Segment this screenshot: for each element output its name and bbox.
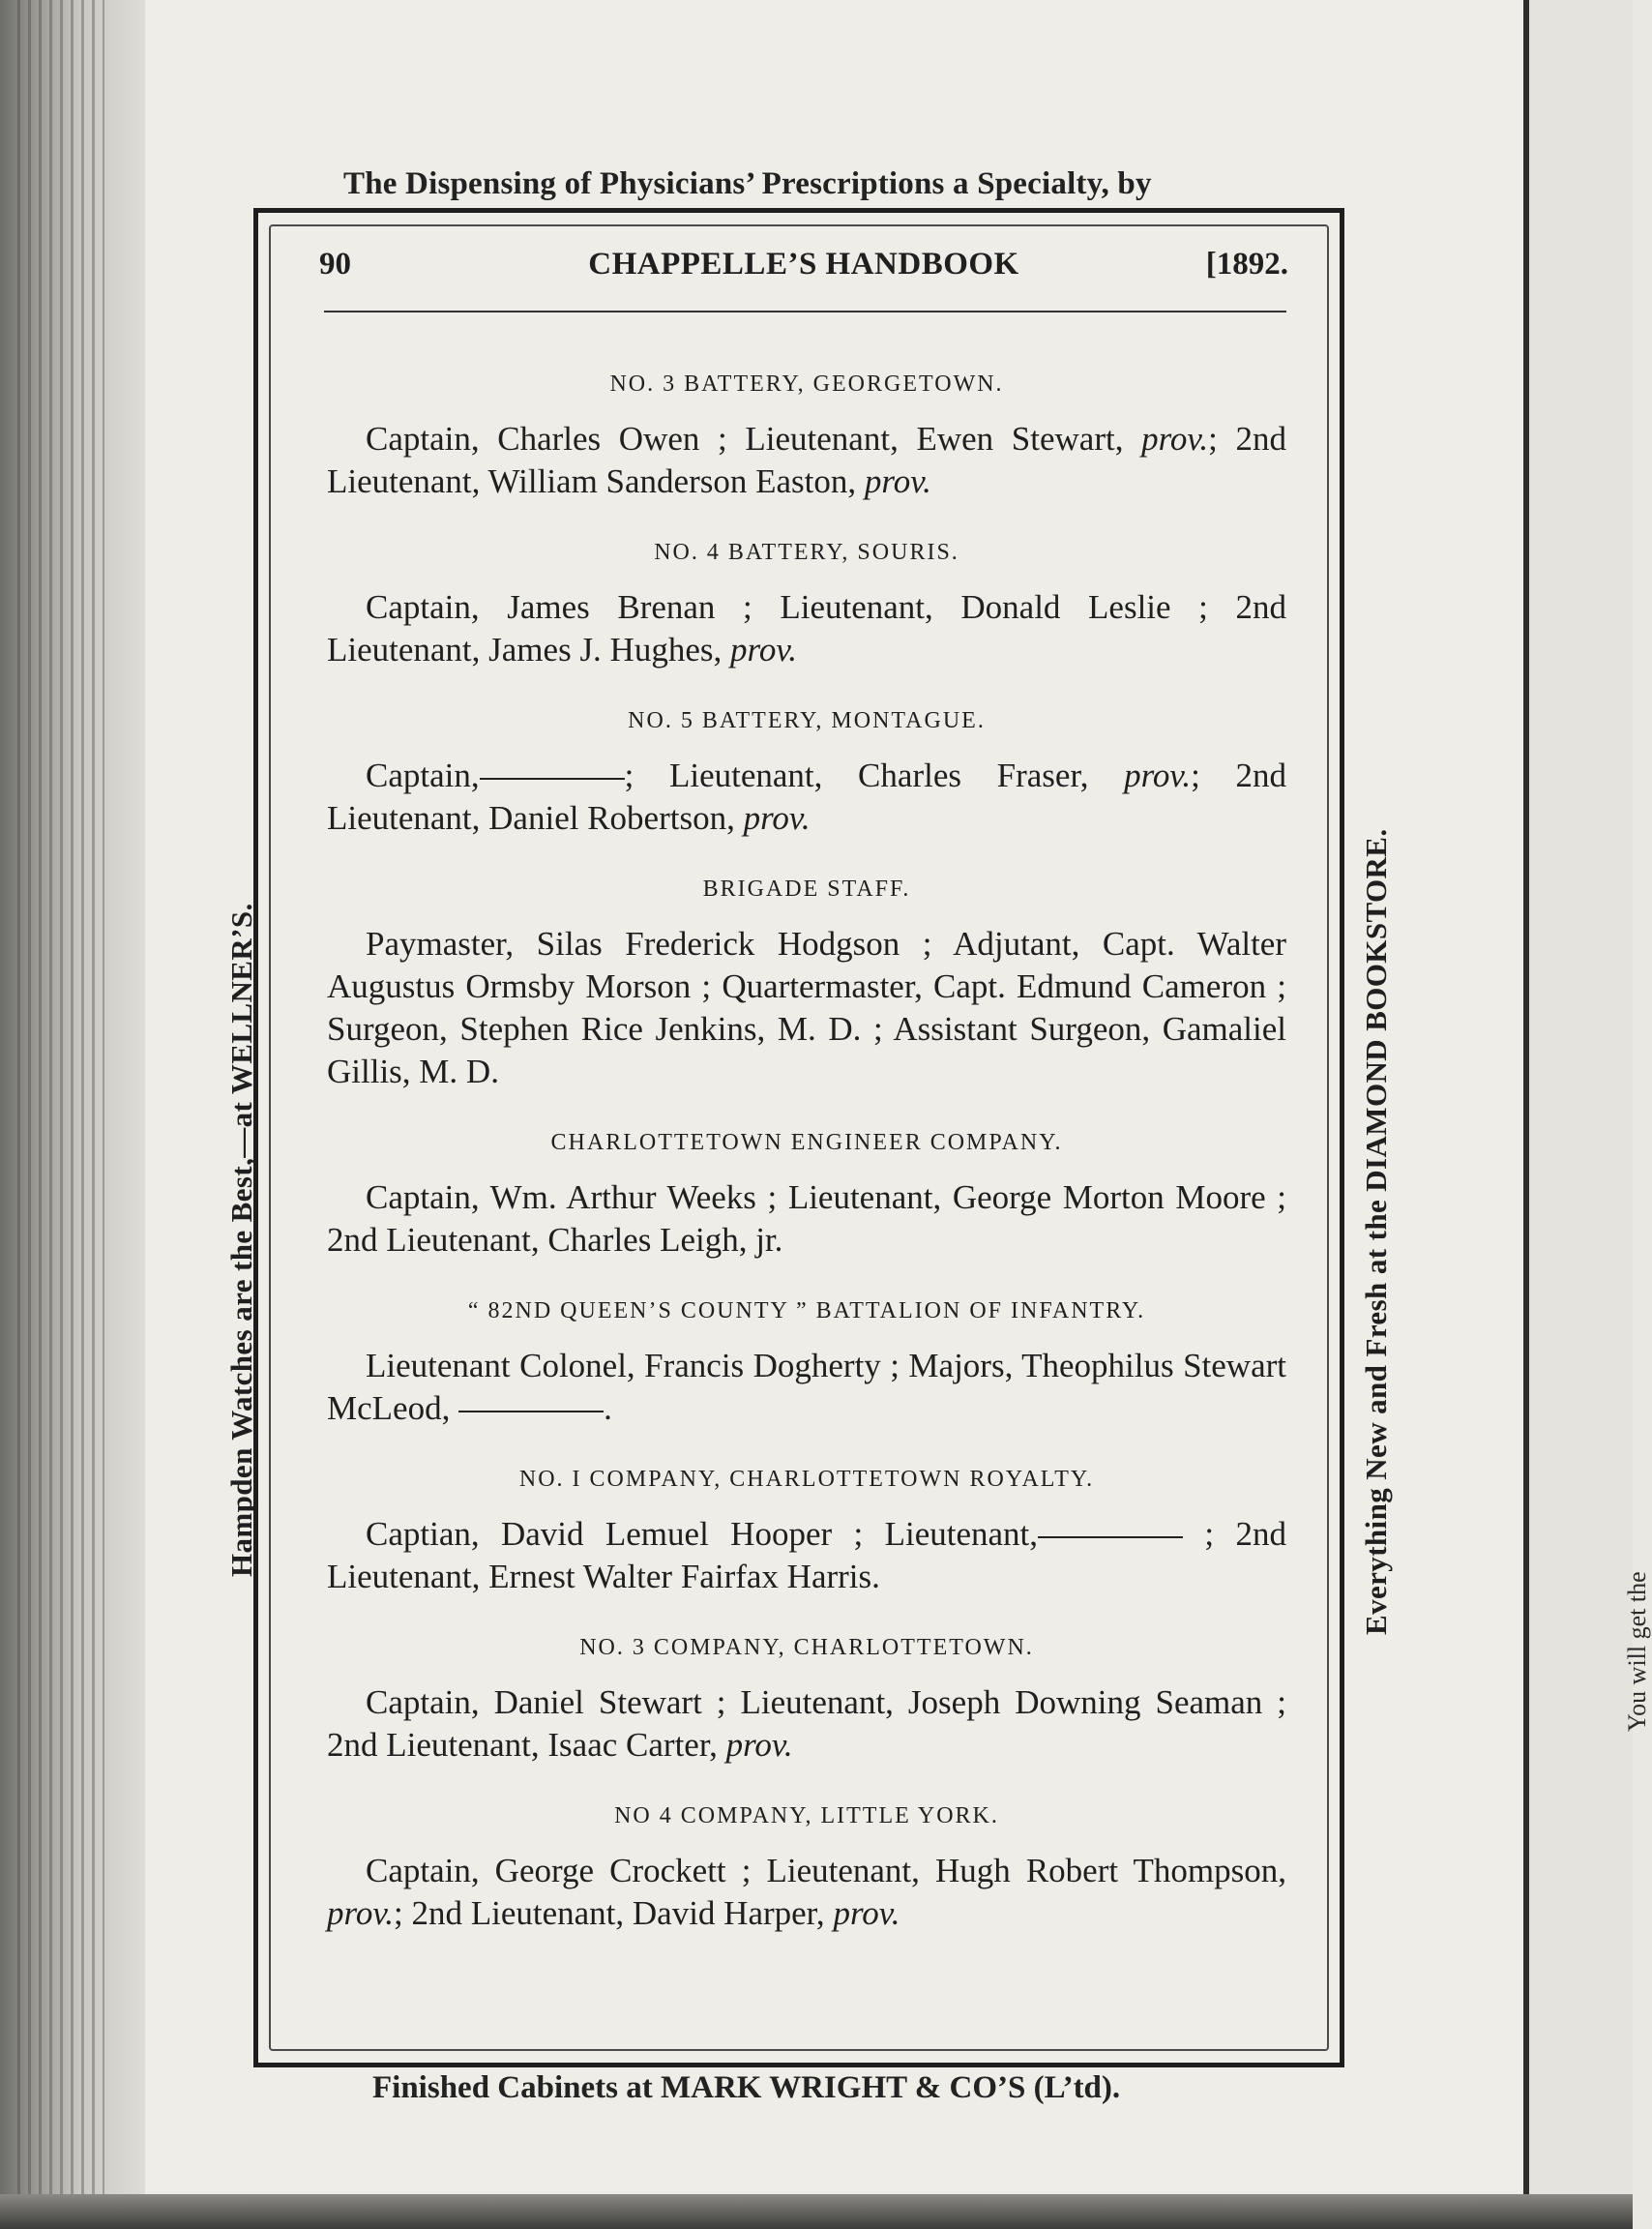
scan-bottom-edge bbox=[0, 2194, 1633, 2229]
section-text: Paymaster, Silas Frederick Hodgson ; Adjutant, Capt. Walter Augustus Ormsby Morson ; Quartermaster, Capt. Edmund Cameron ; Surgeon, Stephen Rice Jenkins, M. D. ; Assistant Surgeon, Gamaliel Gillis, M. D. bbox=[327, 925, 1286, 1090]
header-rule bbox=[324, 311, 1286, 312]
section-heading: “ 82ND QUEEN’S COUNTY ” BATTALION OF INFANTRY. bbox=[467, 1298, 1146, 1323]
left-side-advertisement: Hampden Watches are the Best,—at WELLNER’S. bbox=[224, 903, 258, 1577]
header-advertisement: The Dispensing of Physicians’ Prescriptions a Specialty, by bbox=[343, 166, 1152, 201]
section-text: Lieutenant Colonel, Francis Dogherty ; Majors, Theophilus Stewart McLeod, . bbox=[327, 1347, 1286, 1427]
section-text: Captain, Charles Owen ; Lieutenant, Ewen Stewart, prov.; 2nd Lieutenant, William Sanderson Easton, prov. bbox=[327, 420, 1286, 500]
right-side-advertisement: Everything New and Fresh at the DIAMOND BOOKSTORE. bbox=[1359, 828, 1393, 1635]
section-heading: BRIGADE STAFF. bbox=[702, 877, 911, 902]
next-page-sliver bbox=[1529, 0, 1633, 2229]
section-company-1 bbox=[327, 1463, 1286, 1598]
running-head bbox=[319, 247, 1288, 295]
page-number: 90 bbox=[319, 247, 351, 282]
section-battery-5 bbox=[327, 704, 1286, 840]
blank-dash bbox=[458, 1411, 604, 1412]
running-year: [1892. bbox=[1205, 247, 1288, 282]
section-text: Captain, ; Lieutenant, Charles Fraser, prov.; 2nd Lieutenant, Daniel Robertson, prov. bbox=[327, 757, 1287, 837]
section-battery-3 bbox=[327, 368, 1286, 503]
page-edge-stripes bbox=[17, 0, 104, 2229]
section-brigade-staff bbox=[327, 873, 1286, 1093]
section-company-3 bbox=[327, 1631, 1286, 1767]
section-heading: CHARLOTTETOWN ENGINEER COMPANY. bbox=[550, 1130, 1063, 1155]
section-text: Captain, Wm. Arthur Weeks ; Lieutenant, George Morton Moore ; 2nd Lieutenant, Charles Leigh, jr. bbox=[327, 1178, 1286, 1259]
section-company-4 bbox=[327, 1799, 1286, 1935]
page-content bbox=[327, 368, 1286, 1968]
section-heading: NO 4 COMPANY, LITTLE YORK. bbox=[614, 1803, 999, 1828]
section-battery-4 bbox=[327, 536, 1286, 671]
section-heading: NO. 4 BATTERY, SOURIS. bbox=[654, 540, 959, 565]
section-heading: NO. I COMPANY, CHARLOTTETOWN ROYALTY. bbox=[518, 1467, 1095, 1492]
section-82nd-battalion bbox=[327, 1294, 1286, 1430]
section-text: Captain, James Brenan ; Lieutenant, Donald Leslie ; 2nd Lieutenant, James J. Hughes, prov. bbox=[327, 588, 1286, 669]
section-text: Captain, George Crockett ; Lieutenant, Hugh Robert Thompson, prov.; 2nd Lieutenant, David Harper, prov. bbox=[327, 1852, 1286, 1932]
running-title: CHAPPELLE’S HANDBOOK bbox=[588, 247, 1019, 282]
blank-dash bbox=[480, 778, 625, 780]
blank-dash bbox=[1038, 1536, 1183, 1538]
section-engineer-company bbox=[327, 1126, 1286, 1262]
next-page-fragment: You will get the bbox=[1623, 1571, 1651, 1732]
footer-advertisement: Finished Cabinets at MARK WRIGHT & CO’S (L’td). bbox=[372, 2070, 1121, 2105]
section-text: Captian, David Lemuel Hooper ; Lieutenant, ; 2nd Lieutenant, Ernest Walter Fairfax Harris. bbox=[327, 1515, 1286, 1595]
section-heading: NO. 3 BATTERY, GEORGETOWN. bbox=[609, 372, 1004, 397]
section-heading: NO. 3 COMPANY, CHARLOTTETOWN. bbox=[579, 1635, 1034, 1660]
section-text: Captain, Daniel Stewart ; Lieutenant, Joseph Downing Seaman ; 2nd Lieutenant, Isaac Carter, prov. bbox=[327, 1683, 1286, 1764]
section-heading: NO. 5 BATTERY, MONTAGUE. bbox=[628, 708, 986, 733]
